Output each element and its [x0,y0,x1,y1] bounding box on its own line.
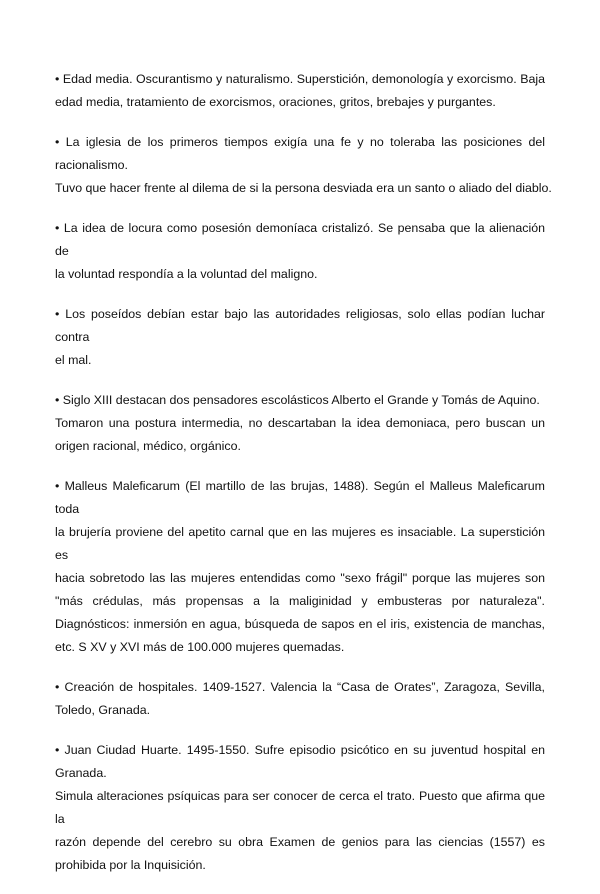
text-line: la brujería proviene del apetito carnal que en las mujeres es insaciable. La superstición es [55,525,545,562]
text-line: Tomaron una postura intermedia, no descartaban la idea demoniaca, pero buscan un [55,416,545,430]
text-line: • La idea de locura como posesión demoníaca cristalizó. Se pensaba que la alienación de [55,221,545,258]
text-line: origen racional, médico, orgánico. [55,439,241,453]
paragraph-poseidos [55,303,545,372]
text-line: Toledo, Granada. [55,703,151,717]
text-line: Diagnósticos: inmersión en agua, búsqueda de sapos en el iris, existencia de manchas, [55,617,545,631]
text-line: etc. S XV y XVI más de 100.000 mujeres quemadas. [55,640,345,654]
paragraph-locura [55,217,545,286]
paragraph-hospitales [55,676,545,722]
paragraph-siglo-xiii [55,389,545,458]
text-line: • Siglo XIII destacan dos pensadores escolásticos Alberto el Grande y Tomás de Aquino. [55,393,540,407]
text-line: • Edad media. Oscurantismo y naturalismo. Superstición, demonología y exorcismo. Baja [55,72,545,86]
text-line: Simula alteraciones psíquicas para ser conocer de cerca el trato. Puesto que afirma que la [55,789,545,826]
text-line: • Malleus Maleficarum (El martillo de las brujas, 1488). Según el Malleus Maleficarum toda [55,479,545,516]
paragraph-edad-media [55,68,545,114]
text-line: hacia sobretodo las las mujeres entendidas como "sexo frágil" porque las mujeres son [55,571,545,585]
text-line: Tuvo que hacer frente al dilema de si la persona desviada era un santo o aliado del diablo. [55,181,552,195]
text-line: el mal. [55,353,92,367]
text-line: edad media, tratamiento de exorcismos, oraciones, gritos, brebajes y purgantes. [55,95,496,109]
text-line: razón depende del cerebro su obra Examen de genios para las ciencias (1557) es [55,835,545,849]
text-line: "más crédulas, más propensas a la maliginidad y embusteras por naturaleza". [55,594,545,608]
text-line: Granada. [55,766,107,780]
text-line: la voluntad respondía a la voluntad del maligno. [55,267,318,281]
paragraph-iglesia [55,131,552,200]
text-line: • Los poseídos debían estar bajo las autoridades religiosas, solo ellas podían luchar contra [55,307,545,344]
document-body [55,68,552,894]
text-line: • Juan Ciudad Huarte. 1495-1550. Sufre episodio psicótico en su juventud hospital en [55,743,545,757]
text-line: racionalismo. [55,158,128,172]
paragraph-juan-ciudad [55,739,545,877]
text-line: • La iglesia de los primeros tiempos exigía una fe y no toleraba las posiciones del [55,135,545,149]
paragraph-malleus [55,475,545,659]
text-line: prohibida por la Inquisición. [55,858,206,872]
text-line: • Creación de hospitales. 1409-1527. Valencia la “Casa de Orates”, Zaragoza, Sevilla, [55,680,545,694]
